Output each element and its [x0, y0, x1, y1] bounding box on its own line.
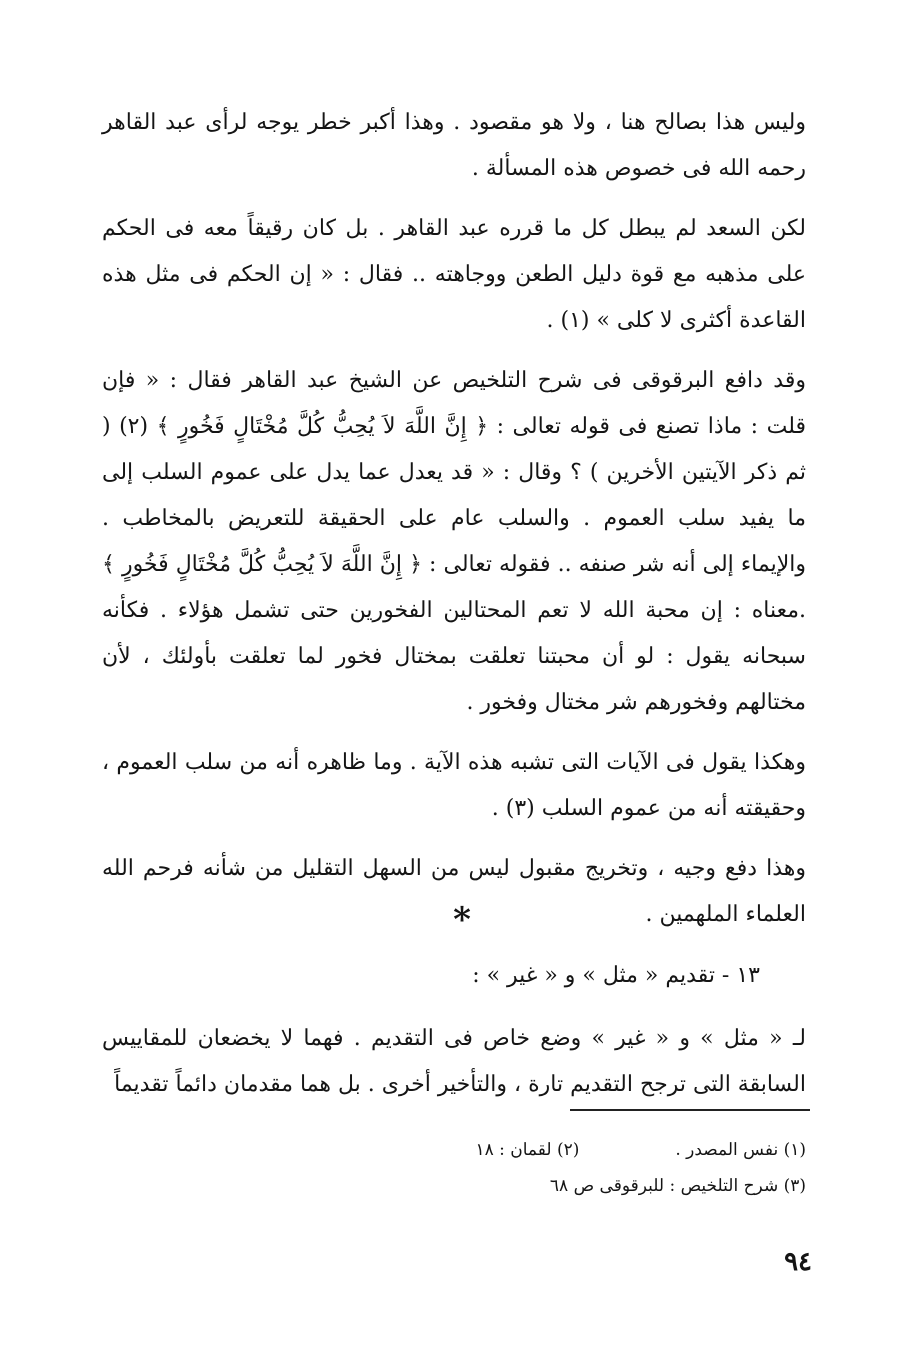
footnote-1: (١) نفس المصدر . [675, 1140, 806, 1160]
paragraph-4: وهكذا يقول فى الآيات التى تشبه هذه الآية . وما ظاهره أنه من سلب العموم ، وحقيقته أنه من عموم السلب (٣) . [102, 750, 806, 821]
footnote-2: (٢) لقمان : ١٨ [475, 1140, 580, 1160]
page-number: ٩٤ [784, 1247, 812, 1277]
paragraph-2: لكن السعد لم يبطل كل ما قرره عبد القاهر . بل كان رقيقاً معه فى الحكم على مذهبه مع قوة دليل الطعن ووجاهته .. فقال : « إن الحكم فى مثل هذه القاعدة أكثرى لا كلى » (١) . [102, 216, 806, 333]
footnote-rule [570, 1109, 810, 1111]
footnotes [360, 1132, 806, 1204]
footnote-row-1 [360, 1132, 806, 1168]
section-heading-text: ١٣ - تقديم « مثل » و « غير » : [472, 963, 760, 988]
paragraph-3: وقد دافع البرقوقى فى شرح التلخيص عن الشيخ عبد القاهر فقال : « فإن قلت : ماذا تصنع فى قوله تعالى : ﴿ إِنَّ اللَّهَ لاَ يُحِبُّ كُلَّ مُخْتَالٍ فَخُورٍ ﴾ (٢) ( ثم ذكر الآيتين الأخرين ) ؟ وقال : « قد يعدل عما يدل على عموم السلب إلى ما يفيد سلب العموم . والسلب عام على الحقيقة للتعريض بالمخاطب . والإيماء إلى أنه شر صنفه .. فقوله تعالى : ﴿ إِنَّ اللَّهَ لاَ يُحِبُّ كُلَّ مُخْتَالٍ فَخُورٍ ﴾ .معناه : إن محبة الله لا تعم المحتالين الفخورين حتى تشمل هؤلاء . فكأنه سبحانه يقول : لو أن محبتنا تعلقت بمختال فخور لما تعلقت بأولئك ، لأن مختالهم وفخورهم شر مختال وفخور . [102, 368, 807, 715]
section-heading [102, 956, 806, 996]
body-text [102, 100, 806, 942]
section-separator: * [453, 900, 471, 940]
footnote-row-2 [360, 1168, 806, 1204]
paragraph-1: وليس هذا بصالح هنا ، ولا هو مقصود . وهذا أكبر خطر يوجه لرأى عبد القاهر رحمه الله فى خصوص هذه المسألة . [102, 110, 806, 181]
footnote-3: (٣) شرح التلخيص : للبرقوقى ص ٦٨ [549, 1176, 806, 1196]
section-paragraph: لـ « مثل » و « غير » وضع خاص فى التقديم . فهما لا يخضعان للمقاييس السابقة التى ترجح التقديم تارة ، والتأخير أخرى . بل هما مقدمان دائماً تقديماً [102, 1026, 806, 1097]
paragraph-5: وهذا دفع وجيه ، وتخريج مقبول ليس من السهل التقليل من شأنه فرحم الله العلماء الملهمين . [102, 856, 806, 927]
